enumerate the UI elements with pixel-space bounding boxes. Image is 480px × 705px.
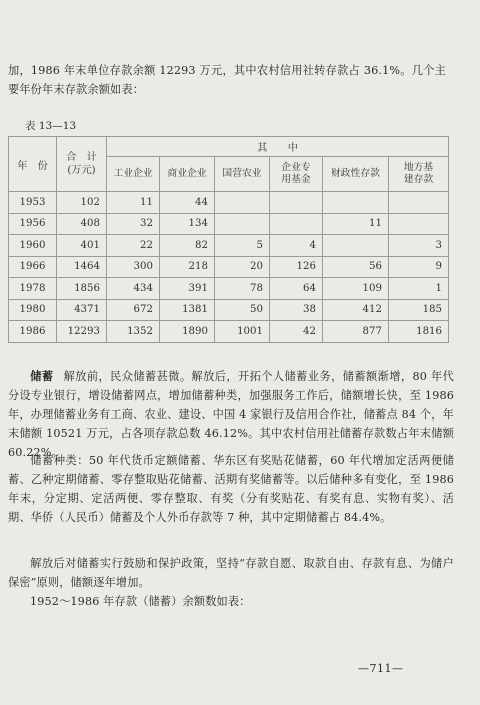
value-cell bbox=[323, 235, 389, 257]
savings-paragraph bbox=[8, 367, 454, 462]
value-cell: 1890 bbox=[160, 321, 215, 343]
value-cell: 218 bbox=[160, 256, 215, 278]
year-cell: 1966 bbox=[9, 256, 57, 278]
header-year: 年 份 bbox=[9, 137, 57, 192]
value-cell: 408 bbox=[57, 213, 107, 235]
subheader-enterprise-fund: 企业专 用基金 bbox=[270, 157, 323, 192]
savings-policy-text: 解放后对储蓄实行鼓励和保护政策，坚持“存款自愿、取款自由、存款有息、为储户保密”原则，储额逐年增加。 bbox=[8, 557, 454, 589]
value-cell: 11 bbox=[323, 213, 389, 235]
value-cell: 185 bbox=[389, 299, 449, 321]
header-total-label: 合 计 (万元) bbox=[66, 152, 97, 176]
value-cell: 4371 bbox=[57, 299, 107, 321]
table-row bbox=[9, 321, 449, 343]
value-cell: 1816 bbox=[389, 321, 449, 343]
header-group: 其 中 bbox=[107, 137, 449, 157]
table-intro-text: 1952～1986 年存款（储蓄）余额数如表： bbox=[30, 595, 251, 608]
value-cell: 11 bbox=[107, 192, 160, 214]
value-cell: 5 bbox=[215, 235, 270, 257]
value-cell: 672 bbox=[107, 299, 160, 321]
value-cell: 44 bbox=[160, 192, 215, 214]
value-cell bbox=[270, 192, 323, 214]
savings-paragraph-text: 解放前，民众储蓄甚微。解放后，开拓个人储蓄业务，储蓄额渐增，80 年代分设专业银行，增设储蓄网点，增加储蓄种类，加强服务工作后，储额增长快，至 1986 年，办理储蓄业务有工商、农业、建设、中国 4 家银行及信用合作社，储蓄点 84 个，年末储额 10521 万元，占各项存款总数 46.12%。其中农村信用社储蓄存款数占年末储额 60.22%。 bbox=[8, 370, 454, 459]
table-row bbox=[9, 213, 449, 235]
year-cell: 1953 bbox=[9, 192, 57, 214]
value-cell: 20 bbox=[215, 256, 270, 278]
value-cell: 42 bbox=[270, 321, 323, 343]
table-row bbox=[9, 278, 449, 300]
value-cell: 82 bbox=[160, 235, 215, 257]
value-cell: 1381 bbox=[160, 299, 215, 321]
subheader-local-construction: 地方基 建存款 bbox=[389, 157, 449, 192]
year-cell: 1960 bbox=[9, 235, 57, 257]
value-cell: 78 bbox=[215, 278, 270, 300]
year-cell: 1978 bbox=[9, 278, 57, 300]
savings-types-text: 储蓄种类：50 年代货币定额储蓄、华东区有奖贴花储蓄，60 年代增加定活两便储蓄、乙种定期储蓄、零存整取贴花储蓄、活期有奖储蓄等。以后储种多有变化，至 1986 年末，分定期、定活两便、零存整取、有奖（分有奖贴花、有奖有息、实物有奖）、活期、华侨（人民币）储蓄及个人外币存款等 7 种，其中定期储蓄占 84.4%。 bbox=[8, 454, 454, 524]
value-cell: 1464 bbox=[57, 256, 107, 278]
deposit-balance-table bbox=[8, 136, 449, 343]
value-cell bbox=[323, 192, 389, 214]
table-row bbox=[9, 256, 449, 278]
value-cell: 38 bbox=[270, 299, 323, 321]
value-cell: 300 bbox=[107, 256, 160, 278]
value-cell: 9 bbox=[389, 256, 449, 278]
value-cell bbox=[215, 192, 270, 214]
savings-policy-paragraph bbox=[8, 554, 454, 592]
value-cell: 134 bbox=[160, 213, 215, 235]
value-cell bbox=[215, 213, 270, 235]
value-cell: 401 bbox=[57, 235, 107, 257]
value-cell: 4 bbox=[270, 235, 323, 257]
table-row bbox=[9, 192, 449, 214]
value-cell: 391 bbox=[160, 278, 215, 300]
value-cell: 50 bbox=[215, 299, 270, 321]
value-cell: 1352 bbox=[107, 321, 160, 343]
value-cell bbox=[389, 213, 449, 235]
value-cell: 22 bbox=[107, 235, 160, 257]
year-cell: 1986 bbox=[9, 321, 57, 343]
value-cell: 1 bbox=[389, 278, 449, 300]
subheader-commercial: 商业企业 bbox=[160, 157, 215, 192]
value-cell: 1001 bbox=[215, 321, 270, 343]
value-cell: 12293 bbox=[57, 321, 107, 343]
year-cell: 1980 bbox=[9, 299, 57, 321]
subheader-industrial: 工业企业 bbox=[107, 157, 160, 192]
value-cell: 126 bbox=[270, 256, 323, 278]
value-cell: 3 bbox=[389, 235, 449, 257]
table-intro-paragraph bbox=[8, 592, 454, 611]
value-cell: 64 bbox=[270, 278, 323, 300]
savings-types-paragraph bbox=[8, 451, 454, 527]
table-label: 表 13—13 bbox=[25, 120, 77, 132]
section-term: 储蓄 bbox=[30, 369, 54, 383]
page-number: —711— bbox=[358, 662, 404, 675]
value-cell: 1856 bbox=[57, 278, 107, 300]
value-cell: 32 bbox=[107, 213, 160, 235]
header-total bbox=[57, 137, 107, 192]
year-cell: 1956 bbox=[9, 213, 57, 235]
table-row bbox=[9, 299, 449, 321]
value-cell bbox=[389, 192, 449, 214]
subheader-fiscal-deposit: 财政性存款 bbox=[323, 157, 389, 192]
value-cell: 877 bbox=[323, 321, 389, 343]
value-cell bbox=[270, 213, 323, 235]
value-cell: 102 bbox=[57, 192, 107, 214]
value-cell: 434 bbox=[107, 278, 160, 300]
table-row bbox=[9, 235, 449, 257]
value-cell: 109 bbox=[323, 278, 389, 300]
value-cell: 56 bbox=[323, 256, 389, 278]
value-cell: 412 bbox=[323, 299, 389, 321]
subheader-state-agriculture: 国营农业 bbox=[215, 157, 270, 192]
intro-paragraph: 加，1986 年末单位存款余额 12293 万元，其中农村信用社转存款占 36.1%。几个主要年份年末存款余额如表： bbox=[8, 64, 446, 96]
